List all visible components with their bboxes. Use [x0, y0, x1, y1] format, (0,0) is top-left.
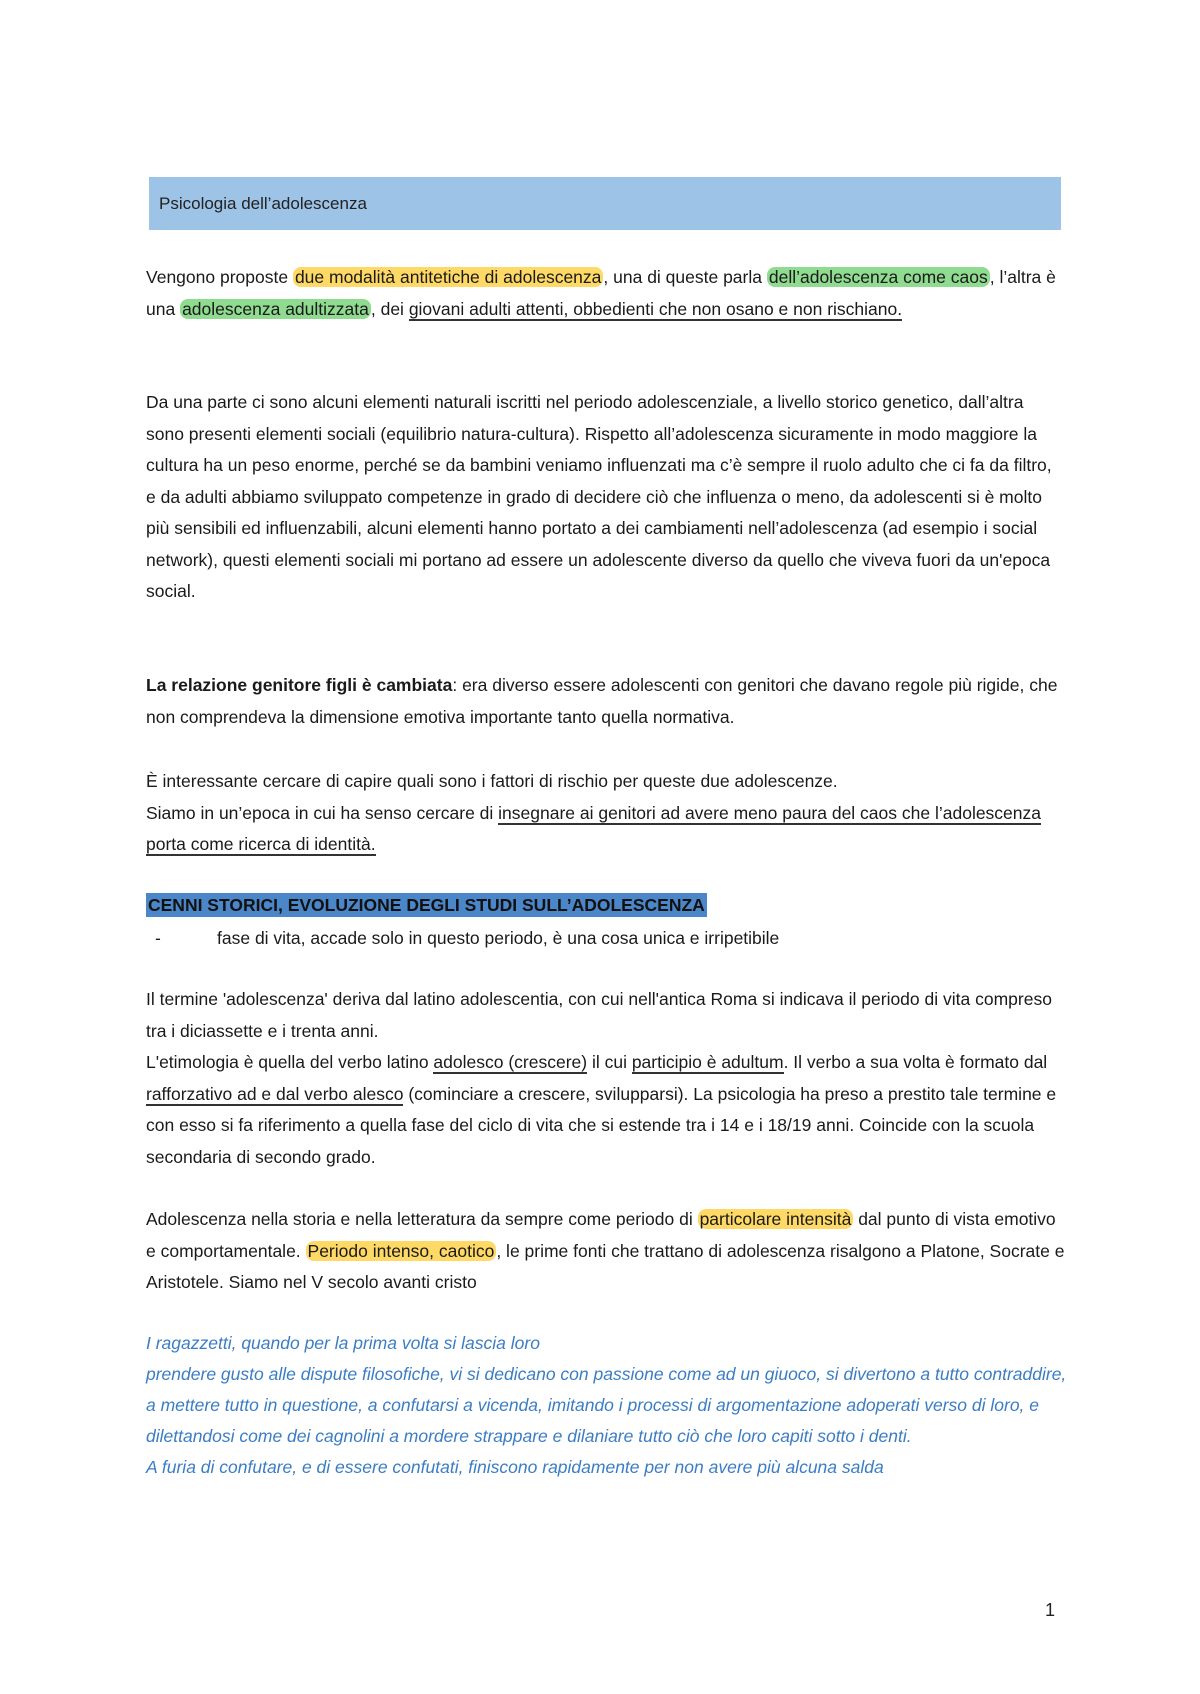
text-run: dal punto di vista emotivo e comportamentale. [146, 1209, 1056, 1261]
underlined-text: participio è adultum [631, 1052, 784, 1072]
paragraph-intro [146, 262, 1066, 325]
underlined-text: insegnare ai genitori ad avere meno paura del caos che l’adolescenza porta come ricerca di identità. [146, 802, 1042, 854]
text-run: . Il verbo a sua volta è formato dal [783, 1052, 1048, 1072]
highlight-yellow: due modalità antitetiche di adolescenza [294, 267, 602, 287]
page-number: 1 [1045, 1600, 1056, 1620]
highlight-yellow: Periodo intenso, caotico [307, 1240, 495, 1261]
quote-block [146, 1328, 1076, 1483]
document-title [149, 177, 1061, 230]
text-run: Il termine 'adolescenza' deriva dal latino adolescentia, con cui nell'antica Roma si indicava il periodo di vita compreso tra i diciassette e i trenta anni. [146, 989, 1052, 1041]
text-run: (cominciare a crescere, svilupparsi). La psicologia ha preso a prestito tale termine e con esso si fa riferimento a quella fase del ciclo di vita che si estende tra i 14 e i 18/19 anni. Coincide con la scuola secondaria di secondo grado. [146, 1083, 1057, 1167]
text-run: , una di queste parla [603, 267, 767, 287]
paragraph-risk-factors [146, 766, 1066, 861]
text-run: È interessante cercare di capire quali sono i fattori di rischio per queste due adolescenze. [146, 771, 838, 791]
highlight-yellow: particolare intensità [699, 1209, 852, 1229]
underlined-text: adolesco (crescere) [433, 1052, 588, 1072]
highlight-green: adolescenza adultizzata [182, 298, 369, 319]
text-run: , dei [370, 298, 409, 319]
paragraph-etymology [146, 984, 1066, 1173]
text-run: , le prime fonti che trattano di adolescenza risalgono a Platone, Socrate e Aristotele. Siamo nel V secolo avanti cristo [146, 1240, 1065, 1292]
text-run: , l’altra è una [146, 267, 1056, 319]
quote-line: I ragazzetti, quando per la prima volta si lascia loro [146, 1333, 540, 1353]
paragraph-parent-relation [146, 670, 1066, 733]
document-title-text: Psicologia dell’adolescenza [159, 194, 367, 213]
underlined-text: giovani adulti attenti, obbedienti che non osano e non rischiano. [408, 298, 903, 319]
paragraph-history [146, 1204, 1066, 1299]
bullet-item [155, 924, 779, 952]
bold-text: La relazione genitore figli è cambiata [146, 675, 453, 695]
quote-line: prendere gusto alle dispute filosofiche, vi si dedicano con passione come ad un giuoco, si divertono a tutto contraddire, a mettere tutto in questione, a confutarsi a vicenda, imitando i processi di argomentazione adoperati verso di loro, e dilettandosi come dei cagnolini a mordere strappare e dilaniare tutto ciò che loro capiti sotto i denti. [146, 1364, 1067, 1446]
text-run: Vengono proposte [146, 267, 293, 287]
bullet-dash: - [155, 928, 161, 948]
highlight-green: dell’adolescenza come caos [768, 267, 988, 287]
text-run: Siamo in un’epoca in cui ha senso cercare di [146, 802, 499, 823]
text-run: L'etimologia è quella del verbo latino [146, 1052, 434, 1072]
paragraph-nature-culture: Da una parte ci sono alcuni elementi naturali iscritti nel periodo adolescenziale, a livello storico genetico, dall’altra sono presenti elementi sociali (equilibrio natura-cultura). Rispetto all’adolescenza sicuramente in modo maggiore la cultura ha un peso enorme, perché se da bambini veniamo influenzati ma c’è sempre il ruolo adulto che ci fa da filtro, e da adulti abbiamo sviluppato competenze in grado di decidere ciò che influenza o meno, da adolescenti si è molto più sensibili ed influenzabili, alcuni elementi hanno portato a dei cambiamenti nell’adolescenza (ad esempio i social network), questi elementi sociali mi portano ad essere un adolescente diverso da quello che viveva fuori da un'epoca social. [146, 392, 1052, 601]
underlined-text: rafforzativo ad e dal verbo alesco [146, 1083, 404, 1104]
text-run: Adolescenza nella storia e nella letteratura da sempre come periodo di [146, 1209, 698, 1229]
section-heading: CENNI STORICI, EVOLUZIONE DEGLI STUDI SULL’ADOLESCENZA [148, 895, 705, 915]
text-run: : era diverso essere adolescenti con genitori che davano regole più rigide, che non comprendeva la dimensione emotiva importante tanto quella normativa. [146, 675, 1058, 727]
quote-line: A furia di confutare, e di essere confutati, finiscono rapidamente per non avere più alcuna salda [146, 1457, 884, 1477]
bullet-text: fase di vita, accade solo in questo periodo, è una cosa unica e irripetibile [217, 928, 780, 948]
text-run: il cui [587, 1052, 632, 1072]
